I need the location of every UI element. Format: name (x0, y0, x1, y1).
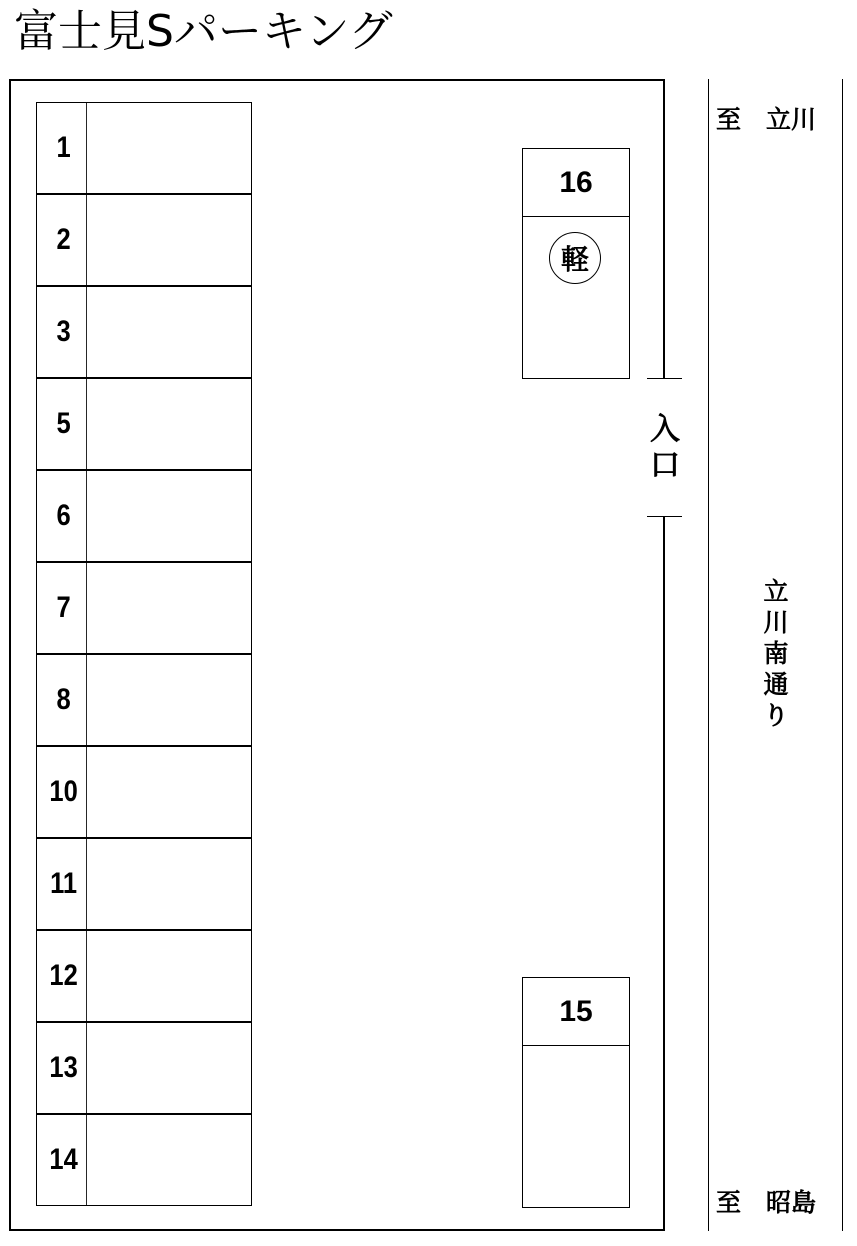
slot-number: 15 (523, 978, 629, 1046)
entrance-label (642, 412, 688, 484)
page-title: 富士見Sパーキング (14, 6, 393, 57)
entrance-edge-top (647, 378, 682, 379)
slot-number: 2 (41, 195, 87, 285)
road-name-char: 立 (763, 577, 789, 606)
slot-number: 10 (41, 747, 87, 837)
slot-space (91, 287, 251, 377)
entrance-edge-bottom (647, 516, 682, 517)
slot-space (91, 471, 251, 561)
road-name-char: り (763, 701, 789, 730)
parking-slot[interactable] (36, 838, 252, 930)
slot-space (91, 1023, 251, 1113)
slot-number: 11 (41, 839, 87, 929)
parking-slot[interactable] (36, 930, 252, 1022)
road-name-label (760, 576, 792, 731)
road-name-char: 通 (763, 670, 789, 699)
parking-slot[interactable] (36, 654, 252, 746)
slot-space (91, 655, 251, 745)
slot-space (91, 931, 251, 1021)
parking-slot-15[interactable] (522, 977, 630, 1208)
slot-number: 1 (41, 103, 87, 193)
direction-south-label: 至 昭島 (716, 1188, 817, 1217)
kei-car-badge: 軽 (549, 232, 601, 284)
road-name-char: 南 (763, 639, 789, 668)
slot-number: 13 (41, 1023, 87, 1113)
slot-number: 16 (523, 149, 629, 217)
slot-space (91, 747, 251, 837)
slot-space (91, 563, 251, 653)
parking-slot[interactable] (36, 562, 252, 654)
slot-number: 12 (41, 931, 87, 1021)
entrance-char: 入 (650, 412, 680, 447)
slot-space (91, 103, 251, 193)
slot-space (91, 379, 251, 469)
road-edge-left (708, 79, 709, 1231)
parking-slot[interactable] (36, 286, 252, 378)
parking-slot[interactable] (36, 1022, 252, 1114)
slot-number: 8 (41, 655, 87, 745)
road-edge-right (842, 79, 843, 1231)
parking-slot-16[interactable] (522, 148, 630, 379)
parking-slot[interactable] (36, 102, 252, 194)
road-name-char: 川 (763, 608, 789, 637)
parking-slot[interactable] (36, 194, 252, 286)
parking-slot[interactable] (36, 470, 252, 562)
parking-slot[interactable] (36, 378, 252, 470)
parking-slot[interactable] (36, 1114, 252, 1206)
slot-space (91, 1115, 251, 1205)
parking-slot[interactable] (36, 746, 252, 838)
slot-number: 3 (41, 287, 87, 377)
slot-space (91, 195, 251, 285)
slot-number: 7 (41, 563, 87, 653)
direction-north-label: 至 立川 (716, 105, 817, 134)
slot-number: 14 (41, 1115, 87, 1205)
slot-space (91, 839, 251, 929)
slot-number: 5 (41, 379, 87, 469)
slot-number: 6 (41, 471, 87, 561)
entrance-char: 口 (650, 448, 680, 483)
